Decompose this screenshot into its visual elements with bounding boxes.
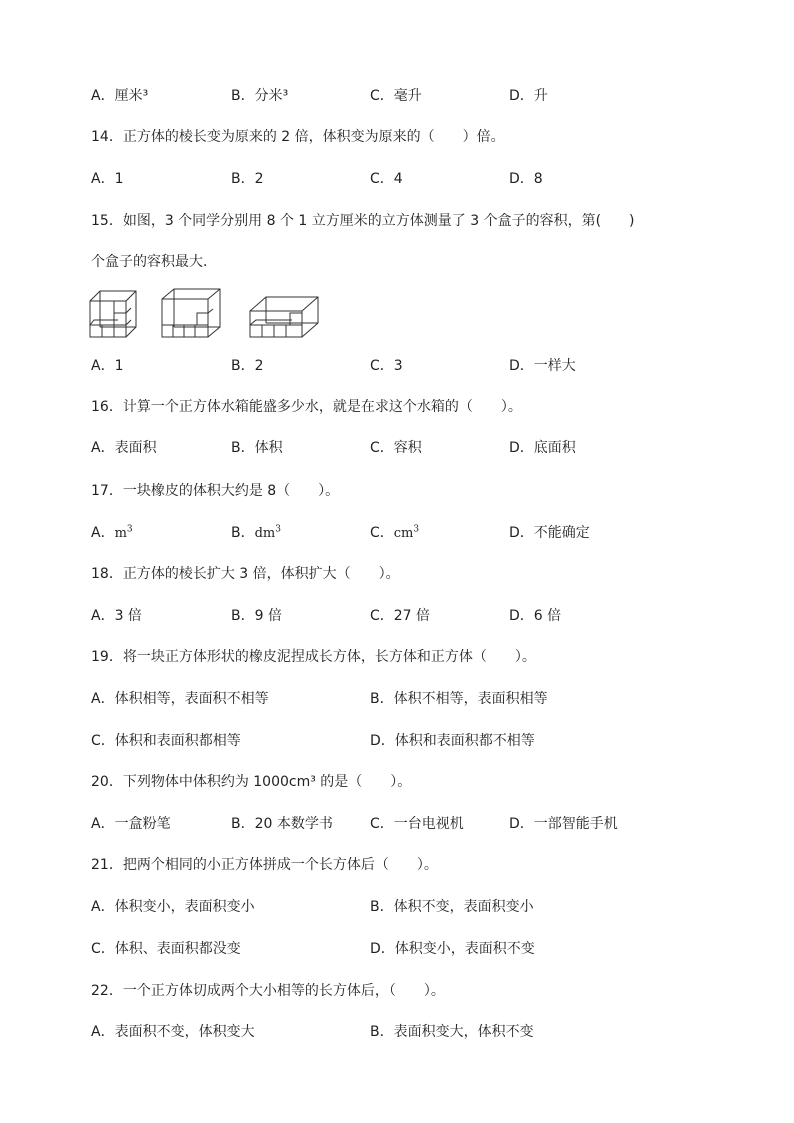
q16-stem: 16．计算一个正方体水箱能盛多少水，就是在求这个水箱的（ ）。	[91, 399, 522, 415]
q19-stem: 19．将一块正方体形状的橡皮泥捏成长方体，长方体和正方体（ ）。	[91, 649, 536, 665]
q17-stem: 17．一块橡皮的体积大约是 8（ ）。	[91, 483, 340, 499]
box-3-drawing	[250, 297, 318, 337]
q17-option-b: B．$dm^3$	[231, 524, 281, 541]
q15-option-d: D．一样大	[509, 358, 576, 374]
q18-option-c: C．27 倍	[370, 608, 431, 624]
q19-option-b: B．体积不相等，表面积相等	[370, 691, 548, 707]
q21-stem: 21．把两个相同的小正方体拼成一个长方体后（ ）。	[91, 857, 438, 873]
q16-option-c: C．容积	[370, 440, 422, 456]
q18-stem: 18．正方体的棱长扩大 3 倍，体积扩大（ ）。	[91, 566, 400, 582]
q16-option-a: A．表面积	[91, 440, 157, 456]
q18-option-b: B．9 倍	[231, 608, 282, 624]
q14-option-a: A．1	[91, 171, 124, 187]
q15-stem-line1: 15．如图，3 个同学分别用 8 个 1 立方厘米的立方体测量了 3 个盒子的容积，第( )	[91, 213, 635, 229]
q13-option-c: C．毫升	[370, 88, 422, 104]
q14-stem: 14．正方体的棱长变为原来的 2 倍，体积变为原来的（ ）倍。	[91, 129, 505, 145]
q20-stem: 20．下列物体中体积约为 1000cm³ 的是（ ）。	[91, 774, 412, 790]
q21-option-d: D．体积变小，表面积不变	[370, 941, 535, 957]
q19-option-c: C．体积和表面积都相等	[91, 733, 241, 749]
box-1-drawing	[90, 291, 136, 337]
q14-option-c: C．4	[370, 171, 403, 187]
q21-option-c: C．体积、表面积都没变	[91, 941, 241, 957]
q20-option-a: A．一盒粉笔	[91, 816, 171, 832]
q15-option-a: A．1	[91, 358, 124, 374]
unit-m3: $m^3$	[114, 524, 133, 541]
q20-option-b: B．20 本数学书	[231, 816, 333, 832]
q16-option-d: D．底面积	[509, 440, 576, 456]
q20-option-c: C．一台电视机	[370, 816, 464, 832]
q16-option-b: B．体积	[231, 440, 283, 456]
q17-option-d: D．不能确定	[509, 525, 590, 541]
q18-option-d: D．6 倍	[509, 608, 562, 624]
q19-option-d: D．体积和表面积都不相等	[370, 733, 535, 749]
q22-option-b: B．表面积变大，体积不变	[370, 1024, 534, 1040]
unit-cm3: $cm^3$	[393, 524, 420, 541]
q17-option-a: A．$m^3$	[91, 524, 133, 541]
q13-option-a: A．厘米³	[91, 88, 149, 104]
q13-option-d: D．升	[509, 88, 548, 104]
q14-option-b: B．2	[231, 171, 264, 187]
q14-option-d: D．8	[509, 171, 543, 187]
q21-option-a: A．体积变小，表面积变小	[91, 899, 255, 915]
unit-dm3: $dm^3$	[254, 524, 281, 541]
q15-stem-line2: 个盒子的容积最大．	[91, 254, 217, 270]
q19-option-a: A．体积相等，表面积不相等	[91, 691, 269, 707]
q22-option-a: A．表面积不变，体积变大	[91, 1024, 255, 1040]
box-2-drawing	[162, 289, 220, 337]
q21-option-b: B．体积不变，表面积变小	[370, 899, 534, 915]
q15-option-c: C．3	[370, 358, 403, 374]
q15-option-b: B．2	[231, 358, 264, 374]
q22-stem: 22．一个正方体切成两个大小相等的长方体后，（ ）。	[91, 983, 445, 999]
q20-option-d: D．一部智能手机	[509, 816, 618, 832]
q13-option-b: B．分米³	[231, 88, 289, 104]
q18-option-a: A．3 倍	[91, 608, 142, 624]
q17-option-c: C．$cm^3$	[370, 524, 420, 541]
boxes-figure	[88, 287, 328, 343]
